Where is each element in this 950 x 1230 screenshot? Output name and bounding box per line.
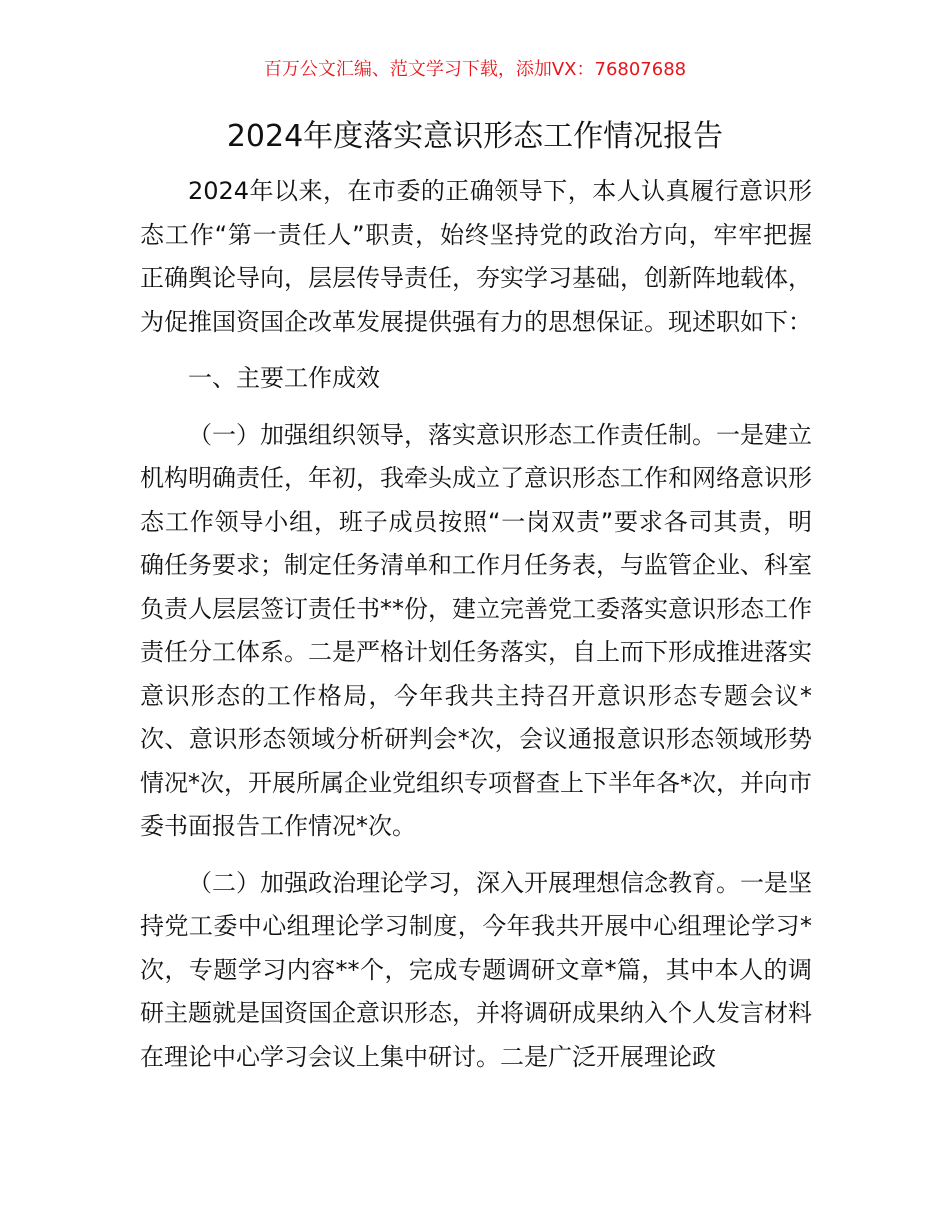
header-banner: 百万公文汇编、范文学习下载，添加VX：76807688: [263, 59, 687, 80]
document-body: [140, 170, 812, 1079]
item-paragraph-organization: （一）加强组织领导，落实意识形态工作责任制。一是建立机构明确责任，年初，我牵头成立了意识形态工作和网络意识形态工作领导小组，班子成员按照“一岗双责”要求各司其责，明确任务要求；制定任务清单和工作月任务表，与监管企业、科室负责人层层签订责任书**份，建立完善党工委落实意识形态工作责任分工体系。二是严格计划任务落实，自上而下形成推进落实意识形态的工作格局，今年我共主持召开意识形态专题会议*次、意识形态领域分析研判会*次，会议通报意识形态领域形势情况*次，开展所属企业党组织专项督查上下半年各*次，并向市委书面报告工作情况*次。: [140, 420, 812, 840]
document-title: 2024年度落实意识形态工作情况报告: [226, 119, 724, 154]
intro-paragraph: 2024年以来，在市委的正确领导下，本人认真履行意识形态工作“第一责任人”职责，始终坚持党的政治方向，牢牢把握正确舆论导向，层层传导责任，夯实学习基础，创新阵地载体，为促推国资国企改革发展提供强有力的思想保证。现述职如下：: [140, 177, 812, 336]
section-heading-main-achievements: 一、主要工作成效: [188, 364, 380, 392]
item-paragraph-theory-study: （二）加强政治理论学习，深入开展理想信念教育。一是坚持党工委中心组理论学习制度，今年我共开展中心组理论学习*次，专题学习内容**个，完成专题调研文章*篇，其中本人的调研主题就是国资国企意识形态，并将调研成果纳入个人发言材料在理论中心学习会议上集中研讨。二是广泛开展理论政: [140, 868, 812, 1071]
